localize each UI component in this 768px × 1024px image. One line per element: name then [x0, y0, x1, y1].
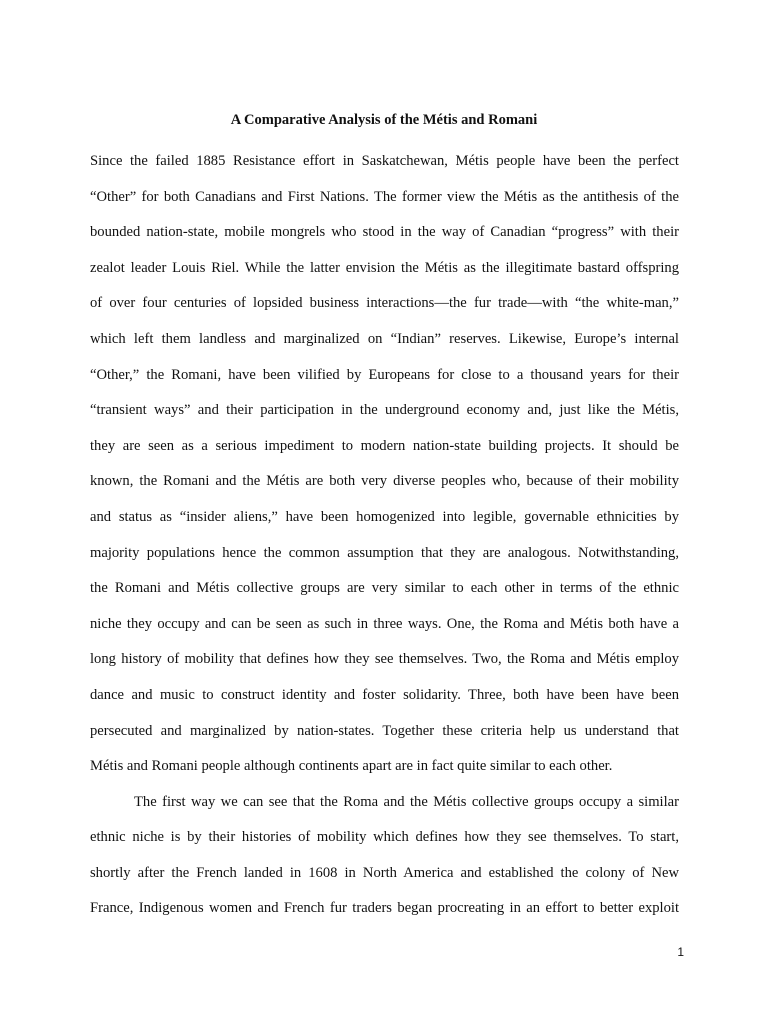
text-line: majority populations hence the common assumption that they are analogous. Notwithstanding, — [90, 544, 679, 561]
text-line: Métis and Romani people although continents apart are in fact quite similar to each other. — [90, 758, 613, 775]
text-line: “transient ways” and their participation in the underground economy and, just like the Métis, — [90, 402, 679, 419]
text-line: niche they occupy and can be seen as such in three ways. One, the Roma and Métis both have a — [90, 615, 679, 632]
text-line: zealot leader Louis Riel. While the latter envision the Métis as the illegitimate bastard offspring — [90, 259, 679, 276]
text-line: ethnic niche is by their histories of mobility which defines how they see themselves. To start, — [90, 829, 679, 846]
text-line: they are seen as a serious impediment to modern nation-state building projects. It should be — [90, 437, 679, 454]
text-line: dance and music to construct identity and foster solidarity. Three, both have been have been — [90, 686, 679, 703]
text-line: persecuted and marginalized by nation-states. Together these criteria help us understand that — [90, 722, 679, 739]
document-body — [90, 144, 679, 927]
text-line: of over four centuries of lopsided business interactions—the fur trade—with “the white-man,” — [90, 295, 679, 312]
page-number: 1 — [677, 945, 684, 959]
text-line: and status as “insider aliens,” have been homogenized into legible, governable ethnicities by — [90, 508, 679, 525]
text-line: “Other,” the Romani, have been vilified by Europeans for close to a thousand years for their — [90, 366, 679, 383]
text-line: Since the failed 1885 Resistance effort in Saskatchewan, Métis people have been the perfect — [90, 153, 679, 169]
text-line: bounded nation-state, mobile mongrels who stood in the way of Canadian “progress” with their — [90, 224, 679, 241]
text-line: which left them landless and marginalized on “Indian” reserves. Likewise, Europe’s internal — [90, 330, 679, 347]
paragraph-2 — [90, 785, 679, 927]
document-title: A Comparative Analysis of the Métis and Romani — [230, 112, 538, 128]
text-line: The first way we can see that the Roma and the Métis collective groups occupy a similar — [134, 793, 679, 810]
text-line: known, the Romani and the Métis are both very diverse peoples who, because of their mobility — [90, 473, 679, 490]
text-line: the Romani and Métis collective groups are very similar to each other in terms of the ethnic — [90, 580, 679, 597]
text-line: France, Indigenous women and French fur traders began procreating in an effort to better exploit — [90, 900, 679, 917]
paragraph-1 — [90, 144, 679, 785]
text-line: long history of mobility that defines how they see themselves. Two, the Roma and Métis employ — [90, 651, 679, 668]
text-line: shortly after the French landed in 1608 in North America and established the colony of New — [90, 864, 679, 881]
text-line: “Other” for both Canadians and First Nations. The former view the Métis as the antithesis of the — [90, 188, 679, 205]
